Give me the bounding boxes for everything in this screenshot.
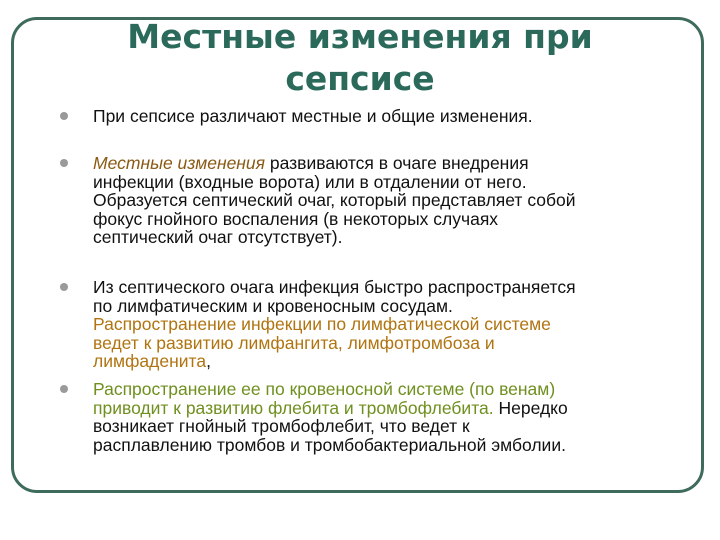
slide-title — [80, 16, 640, 100]
bullet-4-line-3: возникает гнойный тромбофлебит, что ведет к — [93, 416, 470, 436]
slide-title-line-2: сепсисе — [285, 59, 435, 98]
bullet-2-line-5: септический очаг отсутствует). — [93, 227, 343, 247]
bullet-3-line-5-black: , — [206, 351, 211, 371]
bullet-1-text: При сепсисе различают местные и общие изменения. — [93, 106, 533, 126]
bullet-3-line-1: Из септического очага инфекция быстро распространяется — [93, 277, 576, 297]
bullet-3-line-3: Распространение инфекции по лимфатической системе — [93, 314, 551, 334]
bullet-2-line-2: инфекции (входные ворота) или в отдалении от него. — [93, 171, 527, 192]
bullet-item-4 — [93, 380, 658, 454]
bullet-4-line-2 — [93, 399, 658, 418]
slide-title-line-1: Местные изменения при — [127, 17, 593, 56]
bullet-3-line-2: по лимфатическим и кровеносным сосудам. — [93, 295, 453, 316]
bullet-2-term: Местные изменения — [93, 153, 266, 173]
bullet-dot-icon — [60, 385, 68, 393]
bullet-3-line-4: ведет к развитию лимфангита, лимфотромбоза и — [93, 332, 495, 353]
bullet-2-line-1 — [93, 154, 658, 173]
bullet-2-line-3: Образуется септический очаг, который представляет собой — [93, 190, 576, 210]
bullet-dot-icon — [60, 283, 68, 291]
bullet-3-line-5-orange: лимфаденита — [93, 351, 207, 371]
bullet-item-2 — [93, 154, 658, 247]
bullet-2-line-4: фокус гнойного воспаления (в некоторых случаях — [93, 208, 499, 229]
bullet-dot-icon — [60, 112, 68, 120]
bullet-item-3 — [93, 278, 658, 371]
bullet-3-line-5 — [93, 352, 658, 371]
bullet-4-line-2-black: Нередко — [493, 397, 568, 418]
bullet-4-line-1: Распространение ее по кровеносной системе (по венам) — [93, 379, 556, 399]
bullet-4-line-4: расплавлению тромбов и тромбобактериальной эмболии. — [93, 434, 566, 455]
bullet-item-1 — [93, 107, 658, 126]
bullet-dot-icon — [60, 159, 68, 167]
bullet-2-line-1-rest: развиваются в очаге внедрения — [265, 153, 529, 173]
bullet-4-line-2-green: приводит к развитию флебита и тромбофлебита. — [93, 397, 494, 418]
